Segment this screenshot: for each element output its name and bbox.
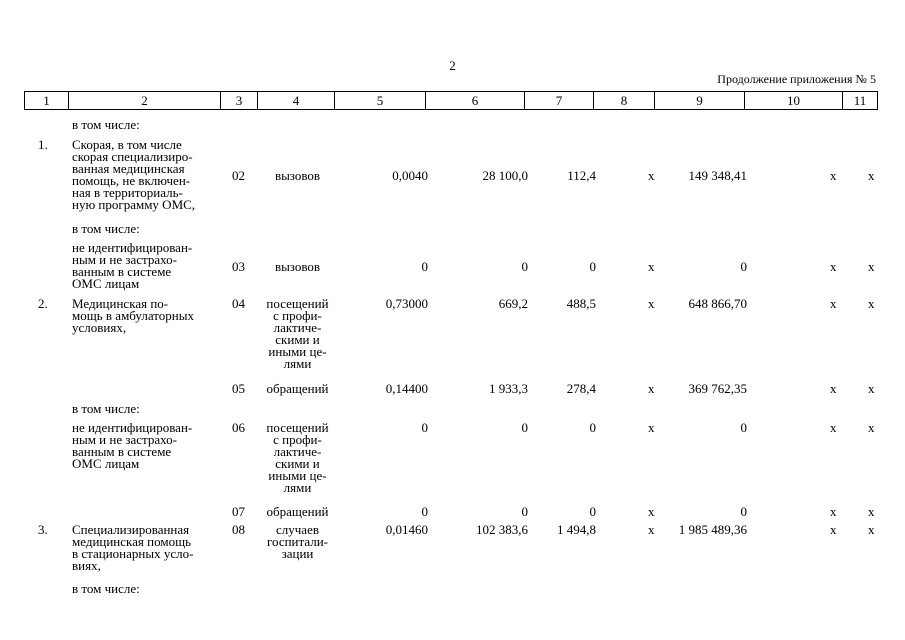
header-cell: 3 [221,92,258,110]
row-unit: обращений [266,381,329,396]
row-unit: случаев госпитали- зации [266,522,328,561]
cell-col11: x [868,504,875,519]
cell-col8: x [648,420,655,435]
header-cell: 8 [594,92,655,110]
cell-col6: 1 933,3 [489,381,528,396]
cell-col9: 648 866,70 [688,296,747,311]
cell-col9: 149 348,41 [688,168,747,183]
cell-col8: x [648,259,655,274]
cell-col5: 0,01460 [385,522,428,537]
header-cell: 6 [426,92,525,110]
cell-col7: 488,5 [566,296,596,311]
cell-col9: 0 [740,259,747,274]
cell-col10: x [830,522,837,537]
cell-col10: x [830,259,837,274]
page-number: 2 [449,58,456,73]
cell-col10: x [830,420,837,435]
cell-col9: 0 [740,504,747,519]
cell-col10: x [830,296,837,311]
row-number: 1. [38,137,48,152]
row-label: в том числе: [72,221,140,236]
cell-col6: 0 [521,259,528,274]
row-name: Специализированная медицинская помощь в стационарных усло- виях, [72,522,194,573]
cell-col11: x [868,522,875,537]
column-header-table [24,91,878,110]
cell-col6: 102 383,6 [476,522,528,537]
header-cell: 5 [335,92,426,110]
cell-col10: x [830,381,837,396]
cell-col8: x [648,504,655,519]
header-cell: 1 [25,92,69,110]
row-name: не идентифицирован- ным и не застрахо- ванным в системе ОМС лицам [72,240,193,291]
cell-col10: x [830,504,837,519]
row-label: в том числе: [72,117,140,132]
cell-col8: x [648,296,655,311]
row-unit: посещений с профи- лактиче- скими и иными це- лями [266,296,329,371]
cell-col9: 1 985 489,36 [678,522,747,537]
row-unit: обращений [266,504,329,519]
cell-col8: x [648,168,655,183]
cell-col7: 112,4 [567,168,596,183]
cell-col11: x [868,296,875,311]
row-name: не идентифицирован- ным и не застрахо- ванным в системе ОМС лицам [72,420,193,471]
row-unit: вызовов [274,259,321,274]
cell-col7: 0 [589,259,596,274]
cell-col5: 0,14400 [385,381,428,396]
header-cell: 2 [69,92,221,110]
cell-col9: 369 762,35 [688,381,747,396]
row-label: в том числе: [72,581,140,596]
row-code: 03 [232,259,245,274]
header-cell: 4 [258,92,335,110]
row-code: 05 [232,381,245,396]
cell-col5: 0 [421,420,428,435]
cell-col5: 0,0040 [392,168,428,183]
appendix-note: Продолжение приложения № 5 [717,72,876,86]
cell-col5: 0,73000 [385,296,428,311]
cell-col8: x [648,522,655,537]
cell-col8: x [648,381,655,396]
row-number: 2. [38,296,48,311]
cell-col11: x [868,168,875,183]
cell-col7: 1 494,8 [557,522,596,537]
cell-col5: 0 [421,259,428,274]
cell-col10: x [830,168,837,183]
row-unit: вызовов [274,168,321,183]
cell-col6: 669,2 [498,296,528,311]
header-cell: 7 [525,92,594,110]
row-name: Скорая, в том числе скорая специализиро- ванная медицинская помощь, не включен- ная в территориаль- ную программу ОМС, [72,137,196,212]
cell-col5: 0 [421,504,428,519]
row-label: в том числе: [72,401,140,416]
row-code: 06 [232,420,245,435]
cell-col9: 0 [740,420,747,435]
cell-col7: 0 [589,420,596,435]
row-code: 07 [232,504,245,519]
cell-col7: 278,4 [566,381,596,396]
row-number: 3. [38,522,48,537]
header-cell: 9 [655,92,745,110]
cell-col11: x [868,381,875,396]
row-unit: посещений с профи- лактиче- скими и иными це- лями [266,420,329,495]
row-name: Медицинская по- мощь в амбулаторных условиях, [72,296,194,335]
cell-col11: x [868,259,875,274]
row-code: 08 [232,522,245,537]
cell-col6: 0 [521,504,528,519]
header-cell: 11 [843,92,878,110]
cell-col7: 0 [589,504,596,519]
header-row [25,92,878,110]
cell-col6: 28 100,0 [482,168,528,183]
cell-col6: 0 [521,420,528,435]
row-code: 02 [232,168,245,183]
row-code: 04 [232,296,245,311]
header-cell: 10 [745,92,843,110]
cell-col11: x [868,420,875,435]
